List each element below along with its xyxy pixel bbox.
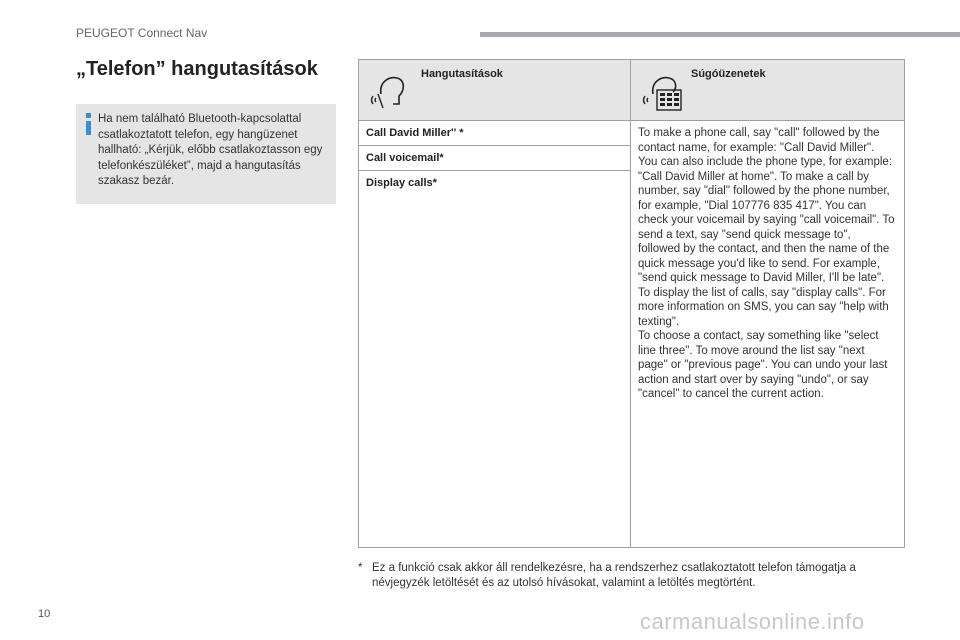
page-title: „Telefon” hangutasítások — [76, 58, 318, 80]
footnote-star: * — [358, 562, 363, 574]
info-icon-bar — [86, 121, 91, 135]
command-display-calls: Display calls* — [359, 171, 631, 548]
commands-table — [358, 59, 905, 548]
voice-speak-icon — [367, 68, 407, 117]
command-call-contact: Call David Miller'' * — [359, 121, 631, 146]
info-text: Ha nem található Bluetooth-kapcsolattal csatlakoztatott telefon, egy hangüzenet hallható: „Kérjük, előbb csatlakoztasson egy telefonkészüléket”, majd a hangutasítás szakasz bezár. — [98, 113, 323, 187]
page-number: 10 — [38, 608, 51, 620]
voice-commands-label: Hangutasítások — [421, 68, 503, 80]
info-icon — [86, 113, 91, 118]
command-call-voicemail: Call voicemail* — [359, 146, 631, 171]
voice-keypad-icon — [639, 68, 687, 117]
help-message-text — [631, 121, 905, 548]
running-header: PEUGEOT Connect Nav — [76, 26, 208, 40]
help-message-paragraph-2: To choose a contact, say something like "select line three". To move around the list say "next page" or "previous page". You can undo your last action and start over by saying "undo", or say "cancel" to cancel the current action. — [638, 330, 888, 400]
help-messages-header — [631, 60, 905, 121]
voice-commands-header — [359, 60, 631, 121]
header-bar — [480, 32, 960, 37]
footnote-text: Ez a funkció csak akkor áll rendelkezésre, ha a rendszerhez csatlakoztatott telefon támogatja a névjegyzék letöltését és az utolsó hívásokat, valamint a letöltés megtörtént. — [372, 562, 856, 589]
watermark: carmanualsonline.info — [640, 609, 865, 634]
help-messages-label: Súgóüzenetek — [691, 68, 766, 80]
help-message-paragraph-1: To make a phone call, say "call" followed by the contact name, for example: "Call David Miller". You can also include the phone type, for example: "Call David Miller at home". To make a call by number, say "dial" followed by the phone number, for example, "Dial 107776 835 417". You can check your voicemail by saying "call voicemail". To send a text, say "send quick message to", followed by the contact, and then the name of the quick message you'd like to send. For example, "send quick message to David Miller, I'll be late". To display the list of calls, say "display calls". For more information on SMS, you can say "help with texting". — [638, 127, 895, 328]
